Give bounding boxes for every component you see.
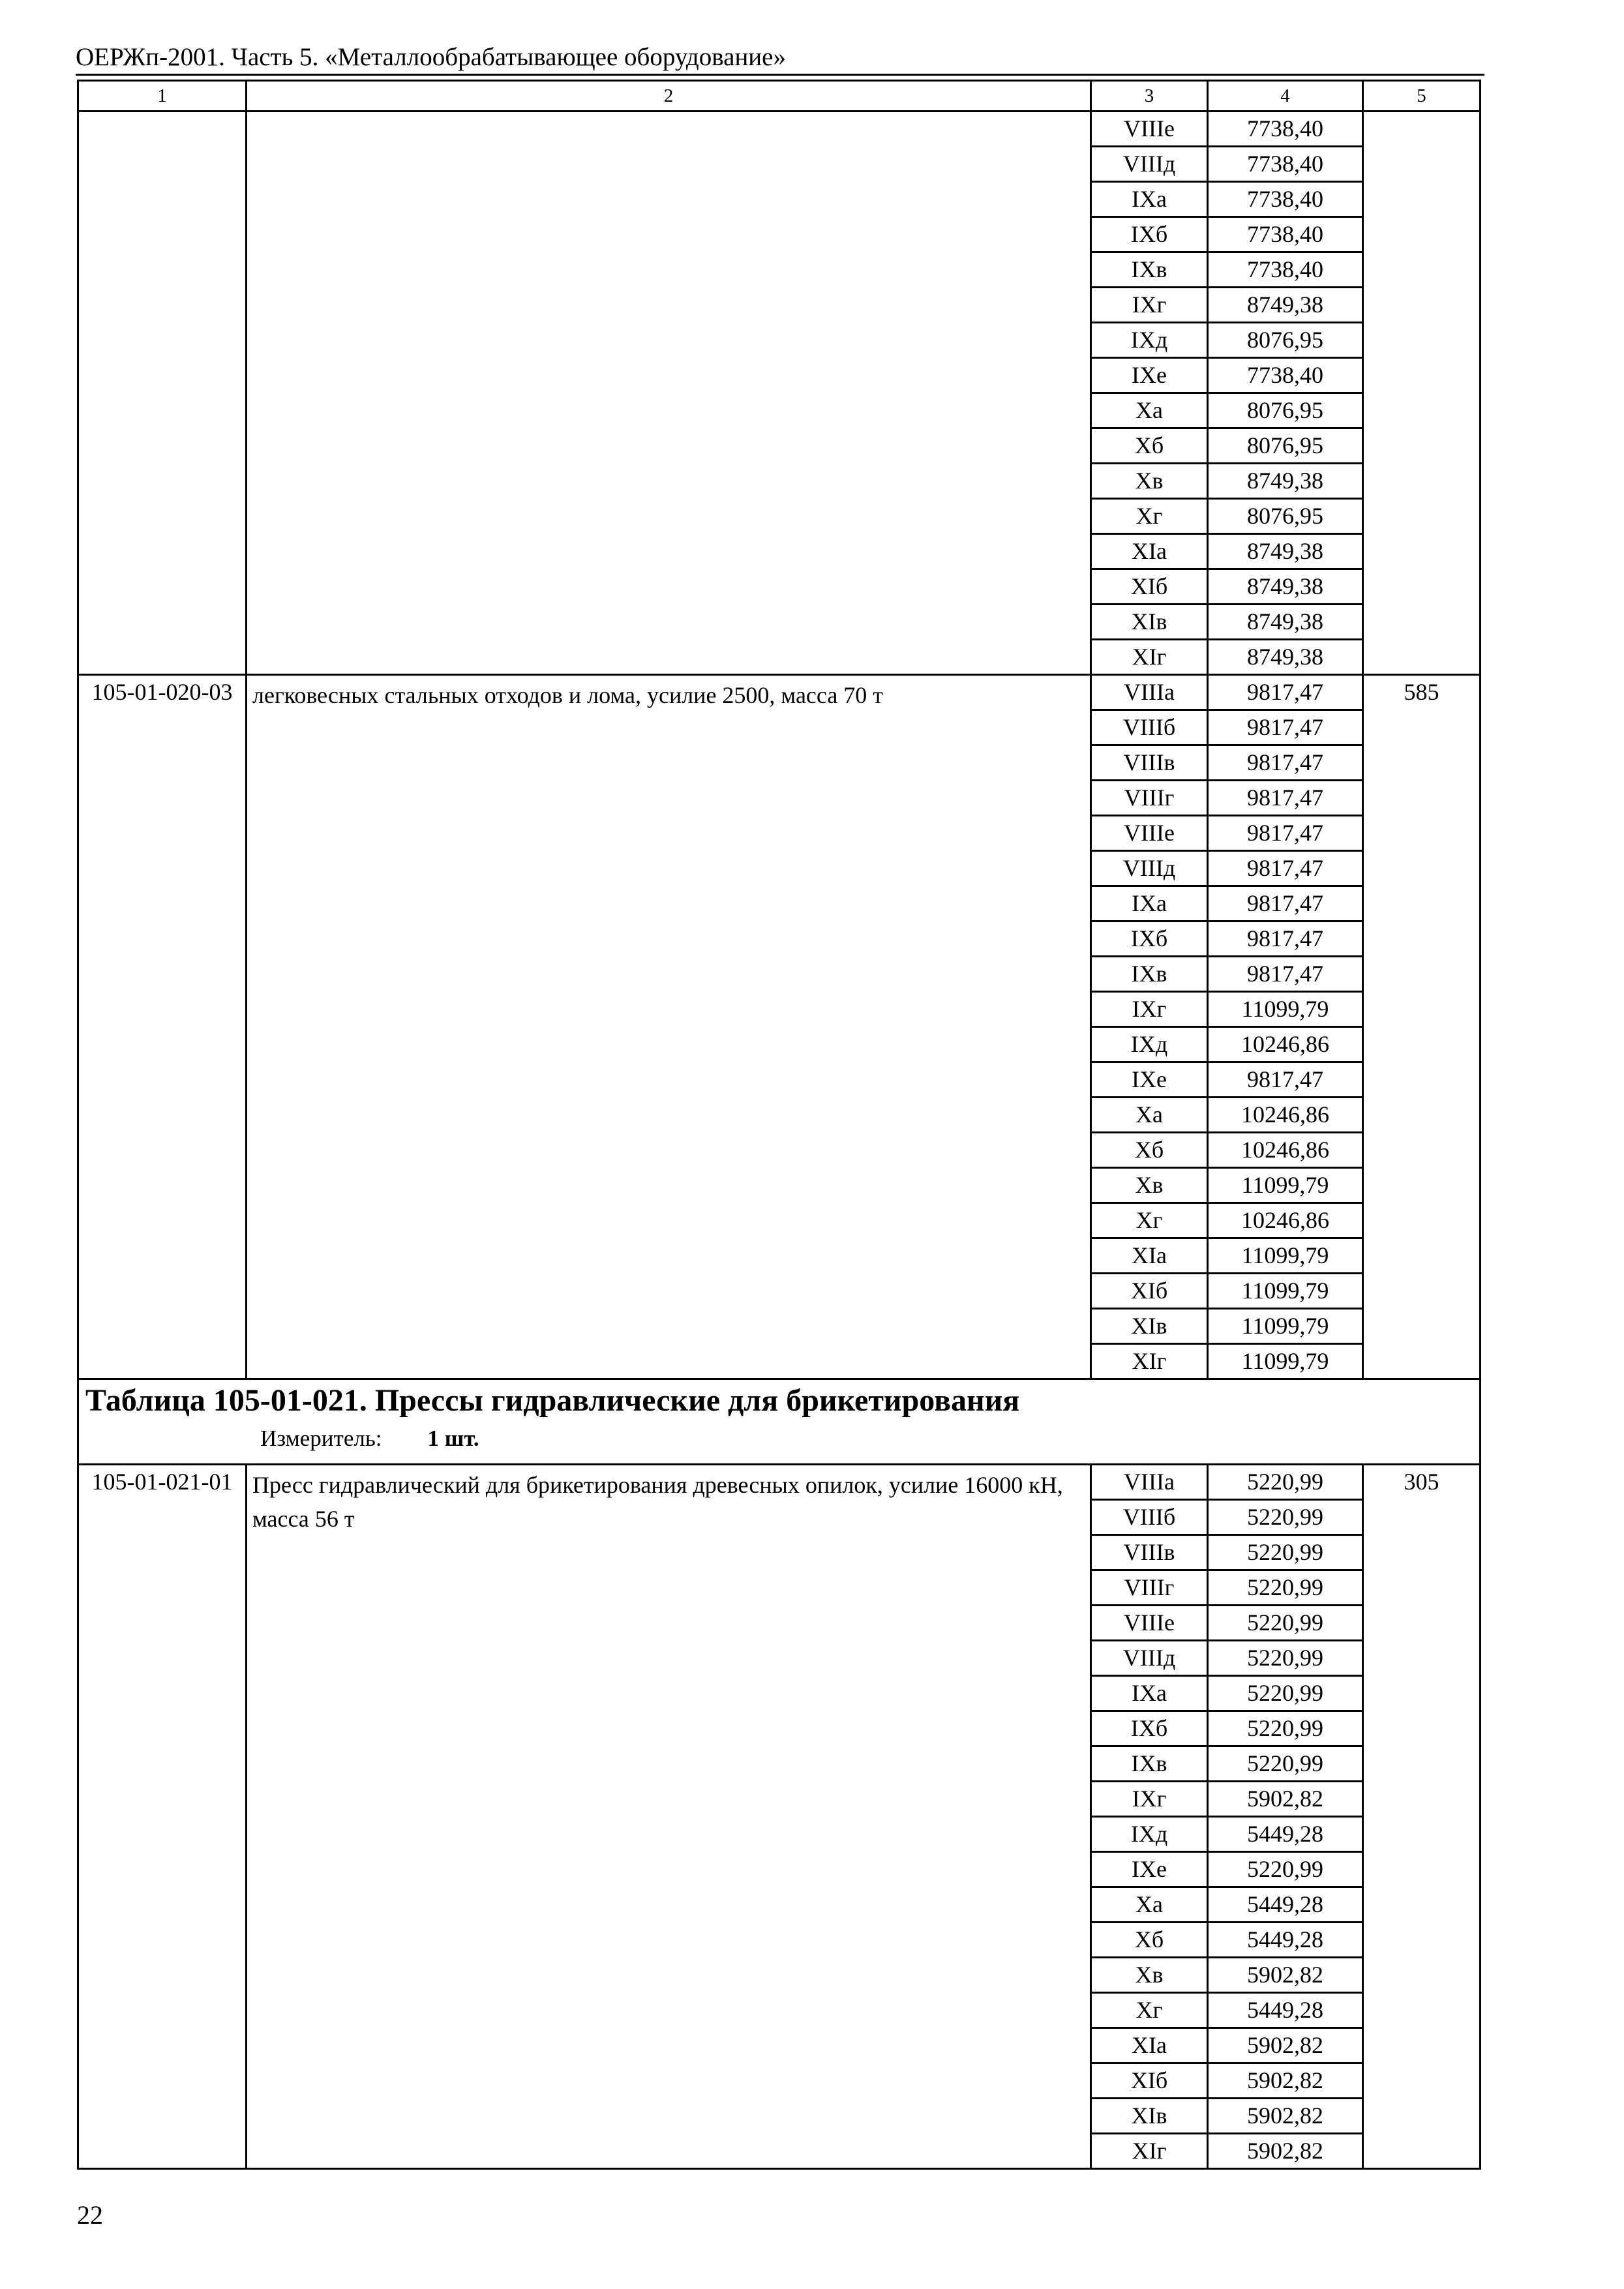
price-value: 11099,79 (1208, 1309, 1363, 1344)
item-description (247, 112, 1091, 675)
region-code: IXа (1091, 1676, 1208, 1711)
price-value: 5220,99 (1208, 1500, 1363, 1535)
price-value: 10246,86 (1208, 1098, 1363, 1133)
price-value: 5449,28 (1208, 1817, 1363, 1852)
price-value: 9817,47 (1208, 957, 1363, 992)
item-description: легковесных стальных отходов и лома, усилие 2500, масса 70 т (247, 675, 1091, 1379)
price-row (78, 675, 1481, 710)
item-code: 105-01-020-03 (78, 675, 247, 1379)
price-value: 11099,79 (1208, 1238, 1363, 1274)
price-value: 8076,95 (1208, 499, 1363, 534)
price-row (78, 1465, 1481, 1500)
price-value: 11099,79 (1208, 1274, 1363, 1309)
header-rule (76, 74, 1484, 76)
price-value: 9817,47 (1208, 710, 1363, 745)
region-code: VIIIд (1091, 851, 1208, 886)
price-row (78, 112, 1481, 147)
region-code: VIIIб (1091, 1500, 1208, 1535)
price-value: 5220,99 (1208, 1746, 1363, 1782)
column-number: 4 (1208, 81, 1363, 112)
price-value: 9817,47 (1208, 921, 1363, 957)
region-code: VIIIв (1091, 1535, 1208, 1570)
region-code: IXб (1091, 1711, 1208, 1746)
price-value: 8749,38 (1208, 605, 1363, 640)
region-code: XIг (1091, 2134, 1208, 2169)
region-code: IXг (1091, 992, 1208, 1027)
price-value: 7738,40 (1208, 182, 1363, 217)
price-value: 5902,82 (1208, 2134, 1363, 2169)
price-value: 8749,38 (1208, 569, 1363, 605)
price-value: 5902,82 (1208, 1782, 1363, 1817)
price-value: 8749,38 (1208, 288, 1363, 323)
unit-line (85, 1420, 1473, 1457)
price-value: 10246,86 (1208, 1203, 1363, 1238)
item-norm (1363, 112, 1481, 675)
item-norm: 585 (1363, 675, 1481, 1379)
price-value: 9817,47 (1208, 781, 1363, 816)
region-code: Xг (1091, 1993, 1208, 2028)
region-code: VIIIа (1091, 675, 1208, 710)
region-code: IXв (1091, 252, 1208, 288)
price-value: 5220,99 (1208, 1711, 1363, 1746)
region-code: VIIIв (1091, 745, 1208, 781)
region-code: Xг (1091, 499, 1208, 534)
price-value: 11099,79 (1208, 992, 1363, 1027)
price-value: 5902,82 (1208, 2063, 1363, 2099)
region-code: VIIIг (1091, 1570, 1208, 1606)
price-value: 5449,28 (1208, 1922, 1363, 1958)
region-code: IXе (1091, 358, 1208, 393)
price-value: 7738,40 (1208, 147, 1363, 182)
region-code: XIа (1091, 2028, 1208, 2063)
price-table-body (78, 81, 1481, 2169)
region-code: Xв (1091, 464, 1208, 499)
column-number: 2 (247, 81, 1091, 112)
price-value: 5449,28 (1208, 1887, 1363, 1922)
region-code: XIв (1091, 2099, 1208, 2134)
price-value: 7738,40 (1208, 217, 1363, 252)
price-value: 7738,40 (1208, 358, 1363, 393)
region-code: XIв (1091, 605, 1208, 640)
region-code: VIIIб (1091, 710, 1208, 745)
price-value: 8749,38 (1208, 640, 1363, 675)
region-code: XIб (1091, 1274, 1208, 1309)
price-value: 5220,99 (1208, 1606, 1363, 1641)
region-code: Xа (1091, 1887, 1208, 1922)
region-code: IXе (1091, 1852, 1208, 1887)
unit-value: 1 шт. (427, 1426, 479, 1451)
region-code: IXа (1091, 886, 1208, 921)
region-code: IXд (1091, 1027, 1208, 1062)
price-value: 5220,99 (1208, 1852, 1363, 1887)
page-number: 22 (77, 2200, 103, 2230)
region-code: Xа (1091, 1098, 1208, 1133)
price-value: 8749,38 (1208, 464, 1363, 499)
region-code: XIб (1091, 569, 1208, 605)
region-code: XIб (1091, 2063, 1208, 2099)
region-code: IXд (1091, 323, 1208, 358)
price-value: 5902,82 (1208, 2099, 1363, 2134)
region-code: VIIIд (1091, 1641, 1208, 1676)
section-title: Таблица 105-01-021. Прессы гидравлические для брикетирования (85, 1383, 1020, 1418)
price-value: 11099,79 (1208, 1168, 1363, 1203)
price-value: 5220,99 (1208, 1535, 1363, 1570)
price-value: 5902,82 (1208, 1958, 1363, 1993)
region-code: Xб (1091, 1922, 1208, 1958)
price-value: 9817,47 (1208, 816, 1363, 851)
region-code: XIг (1091, 1344, 1208, 1379)
price-value: 9817,47 (1208, 745, 1363, 781)
price-value: 5449,28 (1208, 1993, 1363, 2028)
column-number: 3 (1091, 81, 1208, 112)
region-code: VIIIг (1091, 781, 1208, 816)
price-value: 7738,40 (1208, 112, 1363, 147)
region-code: IXб (1091, 921, 1208, 957)
region-code: XIг (1091, 640, 1208, 675)
price-value: 10246,86 (1208, 1133, 1363, 1168)
region-code: VIIIе (1091, 1606, 1208, 1641)
region-code: IXг (1091, 288, 1208, 323)
region-code: Xб (1091, 428, 1208, 464)
price-value: 5220,99 (1208, 1641, 1363, 1676)
price-value: 5220,99 (1208, 1465, 1363, 1500)
region-code: VIIIе (1091, 112, 1208, 147)
region-code: IXа (1091, 182, 1208, 217)
price-value: 9817,47 (1208, 851, 1363, 886)
price-value: 8076,95 (1208, 428, 1363, 464)
region-code: IXв (1091, 957, 1208, 992)
unit-label: Измеритель: (260, 1426, 382, 1451)
item-description: Пресс гидравлический для брикетирования древесных опилок, усилие 16000 кН, масса 56 т (247, 1465, 1091, 2169)
region-code: Xг (1091, 1203, 1208, 1238)
item-code: 105-01-021-01 (78, 1465, 247, 2169)
price-value: 11099,79 (1208, 1344, 1363, 1379)
region-code: XIа (1091, 534, 1208, 569)
region-code: VIIIа (1091, 1465, 1208, 1500)
region-code: IXв (1091, 1746, 1208, 1782)
region-code: IXд (1091, 1817, 1208, 1852)
region-code: Xб (1091, 1133, 1208, 1168)
price-value: 5902,82 (1208, 2028, 1363, 2063)
region-code: Xв (1091, 1168, 1208, 1203)
price-value: 9817,47 (1208, 886, 1363, 921)
price-value: 8076,95 (1208, 393, 1363, 428)
region-code: Xв (1091, 1958, 1208, 1993)
price-value: 9817,47 (1208, 675, 1363, 710)
price-value: 7738,40 (1208, 252, 1363, 288)
region-code: IXг (1091, 1782, 1208, 1817)
column-number: 1 (78, 81, 247, 112)
region-code: IXб (1091, 217, 1208, 252)
region-code: Xа (1091, 393, 1208, 428)
region-code: XIв (1091, 1309, 1208, 1344)
column-number: 5 (1363, 81, 1481, 112)
region-code: VIIIд (1091, 147, 1208, 182)
section-header (78, 1379, 1481, 1465)
item-norm: 305 (1363, 1465, 1481, 2169)
price-table (77, 80, 1481, 2170)
price-value: 9817,47 (1208, 1062, 1363, 1098)
column-number-row (78, 81, 1481, 112)
price-value: 10246,86 (1208, 1027, 1363, 1062)
page-header-title: ОЕРЖп-2001. Часть 5. «Металлообрабатывающее оборудование» (76, 43, 786, 71)
price-value: 5220,99 (1208, 1676, 1363, 1711)
price-value: 5220,99 (1208, 1570, 1363, 1606)
price-value: 8076,95 (1208, 323, 1363, 358)
price-value: 8749,38 (1208, 534, 1363, 569)
region-code: XIа (1091, 1238, 1208, 1274)
region-code: VIIIе (1091, 816, 1208, 851)
item-code (78, 112, 247, 675)
region-code: IXе (1091, 1062, 1208, 1098)
section-header-row (78, 1379, 1481, 1465)
